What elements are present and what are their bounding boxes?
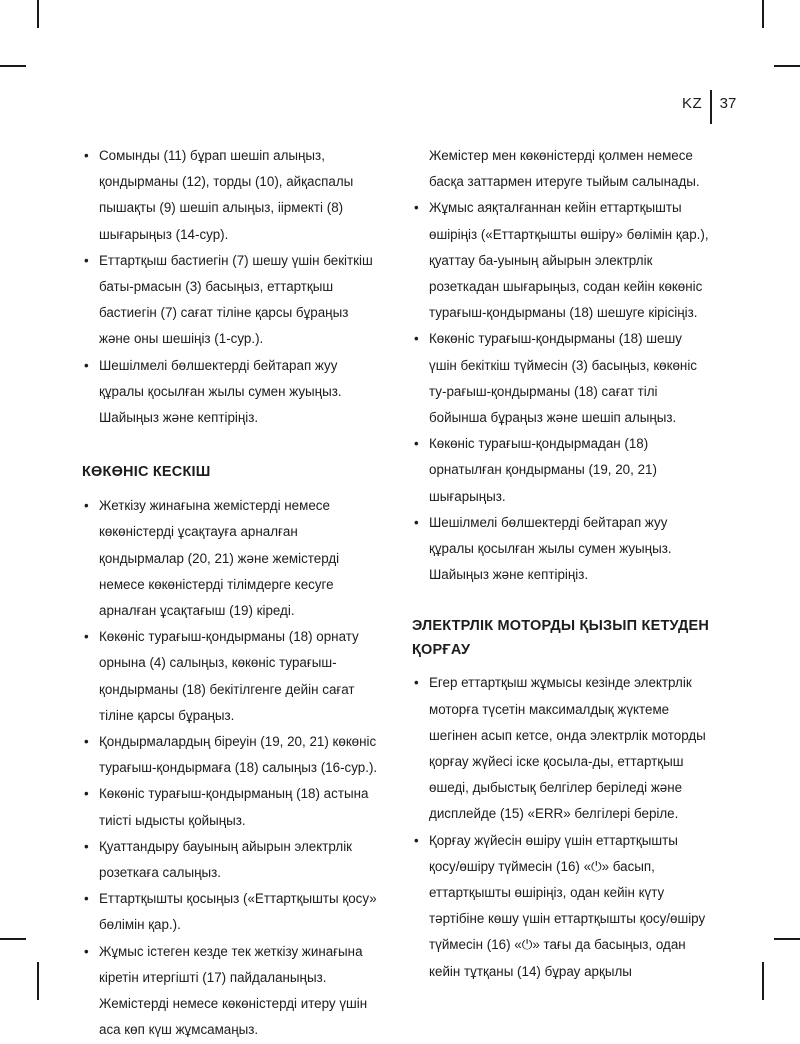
list-item: • Егер еттартқыш жұмысы кезінде электрлік моторға түсетін максималдық жүктеме шегінен асып кетсе, онда электрлік моторды қорғау жүйесі іске қосыла-ды, еттартқыш өшеді, дыбыстық белгілер беріледі және дисплейде (15) «ERR» белгілері беріле. [414, 675, 706, 822]
vegetable-cutter-list [82, 493, 382, 1043]
crop-mark [762, 0, 764, 28]
header-divider [710, 90, 712, 124]
crop-mark [37, 0, 39, 28]
continuation-text: Жемістер мен көкөністерді қолмен немесе басқа заттармен итеруге тыйым салынады. [429, 148, 700, 190]
left-column [82, 143, 382, 1044]
list-item: • Көкөніс турағыш-қондырманы (18) шешу үшін бекіткіш түймесін (3) басыңыз, көкөніс ту-рағыш-қондырманы (18) сағат тілі бойынша бұраңыз және шешіп алыңыз. [414, 331, 697, 426]
list-item: • Шешілмелі бөлшектерді бейтарап жуу құралы қосылған жылы сумен жуыңыз. Шайыңыз және кептіріңіз. [414, 514, 672, 583]
list-item: • Жұмыс істеген кезде тек жеткізу жинағына кіретін итергішті (17) пайдаланыңыз. Жемістерді немесе көкөністерді итеру үшін аса көп күш жұмсамаңыз. [84, 943, 368, 1038]
crop-mark [0, 65, 26, 67]
cleaning-steps-list [82, 143, 382, 431]
motor-protection-list [412, 670, 712, 984]
page-number: 37 [719, 94, 737, 112]
list-item: • Көкөніс турағыш-қондырманы (18) орнату орнына (4) салыңыз, көкөніс турағыш-қондырманы (18) бекітілгенге дейін сағат тіліне қарсы бұраңыз. [84, 629, 359, 723]
section-heading: КӨКӨНІС КЕСКІШ [82, 464, 211, 481]
list-item: • Көкөніс турағыш-қондырманың (18) астына тиісті ыдысты қойыңыз. [84, 786, 369, 828]
list-item: • Қондырмалардың біреуін (19, 20, 21) көкөніс турағыш-қондырмаға (18) салыңыз (16-сур.). [84, 734, 378, 776]
list-item: • Жұмыс аяқталғаннан кейін еттартқышты өшіріңіз («Еттартқышты өшіру» бөлімін қар.), қуаттау ба-уының айырын электрлік розеткадан шығарыңыз, содан кейін көкөніс турағыш-қондырманы (18) шешуге кірісіңіз. [414, 200, 709, 321]
list-item: • Қуаттандыру бауының айырын электрлік розеткаға салыңыз. [84, 838, 353, 881]
crop-mark [762, 962, 764, 1000]
list-item: • Жеткізу жинағына жемістерді немесе көкөністерді ұсақтауға арналған қондырмалар (20, 21) және жемістерді немесе көкөністерді тілімдерге кесуге арналған ұсақтағыш (19) кіреді. [84, 498, 340, 619]
language-code: KZ [682, 94, 703, 112]
list-item: • Сомынды (11) бұрап шешіп алыңыз, қондырманы (12), торды (10), айқаспалы пышақты (9) шешіп алыңыз, іірмекті (8) шығарыңыз (14-сур). [84, 148, 354, 242]
section-heading: ЭЛЕКТРЛІК МОТОРДЫ ҚЫЗЫП КЕТУДЕН ҚОРҒАУ [412, 618, 710, 659]
right-column [412, 143, 712, 985]
crop-mark [774, 938, 800, 940]
list-item: • Көкөніс турағыш-қондырмадан (18) орнатылған қондырманы (19, 20, 21) шығарыңыз. [414, 436, 657, 504]
crop-mark [0, 938, 26, 940]
vegetable-cutter-list-continued [412, 195, 712, 588]
crop-mark [774, 65, 800, 67]
list-item: • Еттартқышты қосыңыз («Еттартқышты қосу» бөлімін қар.). [84, 891, 377, 933]
list-item: • Шешілмелі бөлшектерді бейтарап жуу құралы қосылған жылы сумен жуыңыз. Шайыңыз және кептіріңіз. [84, 357, 342, 426]
list-item: • Еттартқыш бастиегін (7) шешу үшін бекіткіш баты-рмасын (3) басыңыз, еттартқыш бастиегін (7) сағат тіліне қарсы бұраңыз және оны шешіңіз (1-сур.). [84, 252, 373, 347]
page-header [682, 92, 736, 114]
crop-mark [37, 962, 39, 1000]
list-item: • Қорғау жүйесін өшіру үшін еттартқышты қосу/өшіру түймесін (16) «⏻» басып, еттартқышты өшіріңіз, одан кейін күту тәртібіне көшу үшін еттартқышты қосу/өшіру түймесін (16) «⏻» тағы да басыңыз, одан кейін тұтқаны (14) бұрау арқылы [414, 832, 706, 979]
